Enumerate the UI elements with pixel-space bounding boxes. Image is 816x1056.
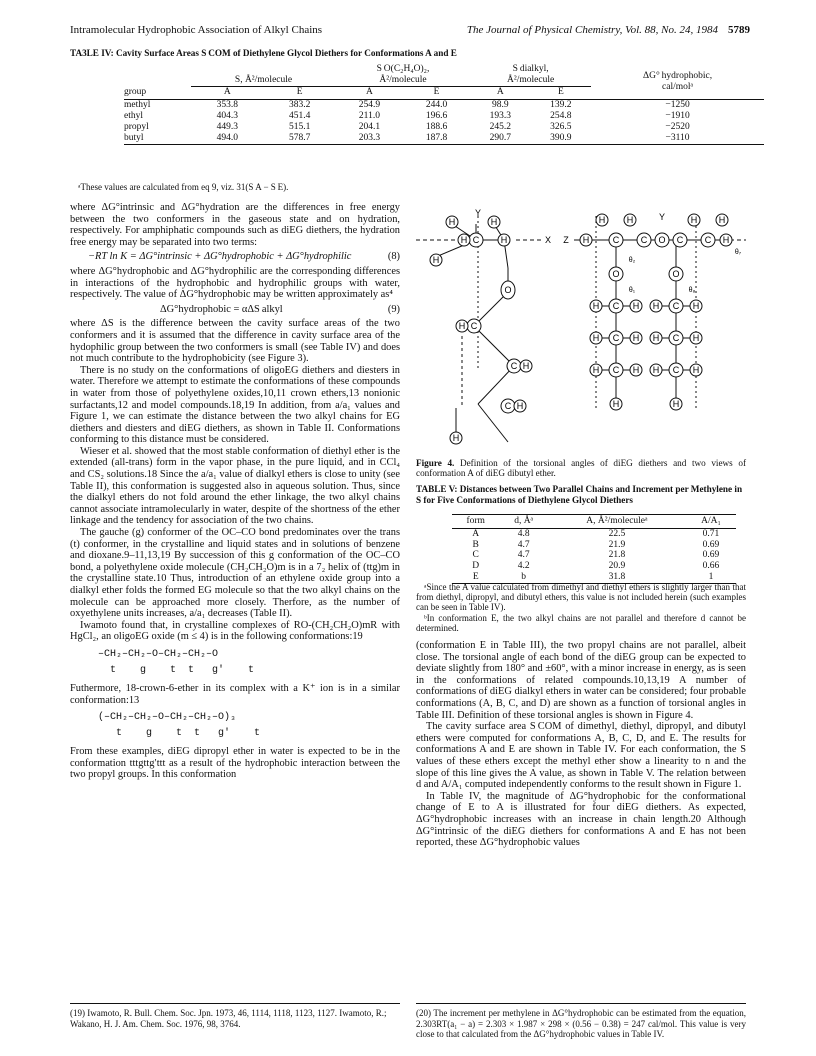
atom-label: H	[652, 301, 660, 311]
atom-label: H	[692, 365, 700, 375]
t4-cell: 254.8	[550, 111, 572, 121]
atom-h	[596, 214, 608, 226]
table4-caption: TA3LE IV: Cavity Surface Areas S COM of Diethylene Glycol Diethers for Conformations A and E	[70, 48, 457, 58]
t5-cell: 20.9	[608, 561, 626, 572]
atom-c	[669, 331, 683, 345]
axis-y-label: Y	[474, 208, 482, 218]
paragraph: (conformation E in Table III), the two propyl chains are not parallel, albeit close. The torsional angle of each bond of the diEG group can be expected to deviate slightly from 180° and ±60°, with a minor increase in energy, as is seen in the conformations of related compounds.10,13,19 A number of conformations of diEG dialkyl ethers in water can be considered; four probable conformations (A, B, C, and D) are shown as a function of torsional angles in Table III. Definition of these torsional angles is shown in Figure 4.	[416, 640, 746, 721]
t4-cell-group: butyl	[124, 133, 191, 145]
t4-sub-a: A	[336, 87, 403, 100]
table-row	[124, 100, 764, 112]
atom-label: H	[516, 401, 524, 411]
t5-cell: E	[452, 572, 499, 583]
figure4-caption-text: Definition of the torsional angles of diEG diethers and two views of conformation A of diEG dibutyl ether.	[416, 458, 746, 479]
atom-h	[688, 214, 700, 226]
paragraph: where ΔS is the difference between the cavity surface areas of the two conformers and it is assumed that the difference in cavity surface area of the hydophilic group between the two conformers is small (see Table IV) and does not much contribute to the hydrophobicity (see Figure 3).	[70, 318, 400, 365]
atom-h	[630, 364, 642, 376]
figure4-caption-label: Figure 4.	[416, 458, 455, 468]
t4-cell: 578.7	[264, 133, 336, 145]
theta1-label: θ₁	[628, 287, 636, 294]
paragraph: Futhermore, 18-crown-6-ether in its complex with a K⁺ ion is in a similar conformation:13	[70, 682, 400, 706]
t4-cell: 245.2	[489, 122, 512, 132]
equation-body: ΔG°hydrophobic = αΔS alkyl	[160, 303, 283, 315]
t5-cell: 4.7	[517, 550, 530, 561]
t4-cell-group: methyl	[124, 100, 151, 110]
atom-o	[669, 267, 683, 281]
t4-cell: 193.3	[489, 111, 512, 121]
atom-label: C	[704, 235, 712, 245]
t4-cell: −2520	[665, 122, 690, 132]
atom-label: H	[652, 365, 660, 375]
equation-8	[70, 251, 400, 263]
paragraph: where ΔG°intrinsic and ΔG°hydration are the differences in free energy between the two conformers in the gaseous state and on hydration, respectively. For amphiphatic compounds such as diEG diethers, the hydration free energy may be separated into two terms:	[70, 202, 400, 248]
paragraph: There is no study on the conformations of oligoEG diethers and diesters in water. Therefore we attempt to estimate the conformations of these compounds in water from those of polyethylene oxides,10,11 crown ethers,13 nonionic surfactants,12 and model compounds.18,19 In addition, from a/a₁ values and Figure 1, we can estimate the distance between the two alkyl chains for EG diethers and diesters and diEG diethers, as shown in Table II. Conformations conforming to this distance must be considered.	[70, 364, 400, 446]
atom-c	[501, 399, 515, 413]
conformation-1	[98, 647, 400, 679]
t4-s-header: S, Å²/molecule	[191, 64, 336, 87]
atom-label: H	[432, 255, 440, 265]
theta8-label: θ₈	[688, 287, 696, 294]
table-row	[452, 528, 736, 539]
t4-cell: 494.0	[191, 133, 263, 145]
table4-footnote: ᵃThese values are calculated from eq 9, viz. 31(S A − S E).	[78, 182, 289, 192]
t4-sub-e: E	[531, 87, 592, 100]
atom-label: H	[718, 215, 726, 225]
t5-cell: 21.9	[608, 539, 626, 550]
t5-header: A, Å²/moleculeᵃ	[548, 515, 686, 529]
t4-cell: 139.2	[550, 100, 572, 110]
atom-label: O	[504, 285, 512, 295]
atom-label: H	[632, 333, 640, 343]
conformation-formula: –CH₂–CH₂–O–CH₂–CH₂–O	[98, 648, 219, 660]
atom-label: H	[592, 333, 600, 343]
t4-cell: 211.0	[358, 111, 380, 121]
t4-sub-e: E	[264, 87, 336, 100]
atom-h	[590, 364, 602, 376]
t5-cell: 21.8	[608, 550, 626, 561]
atom-label: H	[460, 235, 468, 245]
t4-dg-unit: cal/molᵃ	[662, 81, 694, 92]
atom-h	[650, 364, 662, 376]
atom-h	[624, 214, 636, 226]
t4-so-unit: Å²/molecule	[379, 75, 427, 85]
atom-o	[655, 233, 669, 247]
t5-cell: C	[472, 550, 479, 561]
atom-label: O	[612, 269, 620, 279]
t5-cell: B	[472, 539, 479, 550]
atom-label: H	[452, 433, 460, 443]
atom-h	[690, 332, 702, 344]
t5-header: A/A₁	[686, 515, 736, 529]
running-header	[70, 24, 750, 40]
t5-cell: 0.69	[702, 539, 720, 550]
atom-label: H	[500, 235, 508, 245]
atom-label: H	[448, 217, 456, 227]
t4-cell: 353.8	[216, 100, 238, 110]
t4-cell: 290.7	[470, 133, 530, 145]
atom-label: C	[672, 365, 680, 375]
journal-citation: The Journal of Physical Chemistry, Vol. 88, No. 24, 1984	[466, 24, 718, 36]
atom-label: C	[612, 333, 620, 343]
equation-9	[70, 304, 400, 316]
t4-cell: −3110	[591, 133, 764, 145]
atom-h	[456, 320, 468, 332]
t4-cell: 204.1	[358, 122, 381, 132]
table5	[452, 514, 736, 584]
t4-cell: 515.1	[289, 122, 311, 132]
table5-note-a: ᵃSince the A value calculated from dimethyl and diethyl ethers is slightly larger than that from diethyl, dipropyl, and dibutyl ethers, this value is not included herein (such examples can be seen in Table IV).	[416, 582, 746, 613]
atom-c	[609, 331, 623, 345]
left-column	[70, 202, 400, 781]
equation-body: −RT ln K = ΔG°intrinsic + ΔG°hydrophobic + ΔG°hydrophilic	[88, 251, 352, 263]
t4-cell: 188.6	[425, 122, 448, 132]
atom-c	[467, 319, 481, 333]
atom-h	[610, 398, 622, 410]
t5-cell: 0.66	[702, 561, 720, 572]
atom-label: C	[640, 235, 648, 245]
theta2-label: θ₂	[628, 257, 636, 264]
t4-sub-a: A	[191, 87, 263, 100]
atom-h	[690, 300, 702, 312]
equation-number: (9)	[387, 303, 400, 315]
table-row	[452, 540, 736, 551]
atom-h	[716, 214, 728, 226]
atom-c	[669, 363, 683, 377]
atom-label: H	[722, 235, 730, 245]
t4-cell: 244.0	[425, 100, 448, 110]
atom-label: H	[672, 399, 680, 409]
atom-h	[650, 332, 662, 344]
t4-cell: 390.9	[531, 133, 592, 145]
table4	[124, 64, 764, 145]
atom-label: H	[692, 301, 700, 311]
atom-h	[520, 360, 532, 372]
t4-sd-title: S dialkyl,	[512, 64, 549, 74]
paragraph: where ΔG°hydrophobic and ΔG°hydrophilic are the corresponding differences in interactions of the hydrophobic and hydrophilic groups with water, respectively. The value of ΔG°hydrophobic may be written approximately as⁴	[70, 265, 400, 301]
table5-notes	[416, 582, 746, 633]
t4-group-header: group	[124, 87, 191, 100]
atom-label: C	[672, 301, 680, 311]
atom-label: H	[592, 365, 600, 375]
atom-label: H	[592, 301, 600, 311]
t5-header: form	[452, 515, 499, 529]
atom-h	[450, 432, 462, 444]
atom-label: C	[672, 333, 680, 343]
t4-cell: 98.9	[492, 100, 509, 110]
atom-label: C	[612, 301, 620, 311]
atom-h	[580, 234, 592, 246]
figure4-diagram	[416, 208, 746, 454]
t4-cell: −1250	[665, 100, 690, 110]
paragraph: Iwamoto found that, in crystalline complexes of RO-(CH₂CH₂O)mR with HgCl₂, an oligoEG oxide (m ≤ 4) is in the following conformations:19	[70, 619, 400, 643]
equation-number: (8)	[387, 251, 400, 263]
t5-cell: b	[499, 572, 547, 583]
paragraph: From these examples, diEG dipropyl ether in water is expected to be in the conformation tttgttg′ttt as a result of the hydrophobic interaction between the two propyl groups. In this conformation	[70, 746, 400, 781]
axis-z-label: Z	[563, 235, 569, 245]
t5-cell: 4.7	[517, 539, 530, 550]
atom-label: H	[490, 217, 498, 227]
conformation-2	[98, 710, 400, 742]
atom-c	[701, 233, 715, 247]
table5-note-b: ᵇIn conformation E, the two alkyl chains are not parallel and therefore d cannot be determined.	[416, 612, 746, 633]
t4-cell: 203.3	[336, 133, 403, 145]
t5-header: d, Åᵃ	[499, 515, 547, 529]
atom-h	[630, 300, 642, 312]
t4-cell: 404.3	[216, 111, 238, 121]
table-row	[452, 550, 736, 561]
page-number: 5789	[728, 24, 750, 36]
t5-cell: 4.8	[517, 528, 530, 539]
atom-c	[609, 233, 623, 247]
t4-so-header	[336, 64, 470, 87]
atom-label: C	[612, 235, 620, 245]
atom-label: O	[672, 269, 680, 279]
atom-h	[690, 364, 702, 376]
header-left: Intramolecular Hydrophobic Association of Alkyl Chains	[70, 24, 323, 36]
atom-h	[670, 398, 682, 410]
atom-h	[630, 332, 642, 344]
atom-label: H	[632, 365, 640, 375]
atom-c	[673, 233, 687, 247]
t4-cell: 383.2	[289, 100, 311, 110]
footnote-20: (20) The increment per methylene in ΔG°hydrophobic can be estimated from the equation, 2.303RT(a₁ − a) = 2.303 × 1.987 × 298 × (0.56 − 0.38) = 247 cal/mol. This value is very close to that calculated from the ΔG°hydrophobic values in Table IV.	[416, 1003, 746, 1040]
t4-cell-group: ethyl	[124, 111, 143, 121]
atom-label: H	[690, 215, 698, 225]
table-row	[452, 561, 736, 572]
t4-sd-header	[470, 64, 591, 87]
footnote-19: (19) Iwamoto, R. Bull. Chem. Soc. Jpn. 1973, 46, 1114, 1118, 1123, 1127. Iwamoto, R.; Wakano, H. J. Am. Chem. Soc. 1976, 98, 3764.	[70, 1003, 400, 1029]
atom-h	[590, 332, 602, 344]
axis-x-label: X	[544, 235, 552, 245]
table-row	[124, 122, 764, 133]
t5-cell: 22.5	[608, 528, 626, 539]
t4-sub-e: E	[403, 87, 470, 100]
atom-label: C	[504, 401, 512, 411]
t4-sd-unit: Å²/molecule	[507, 75, 555, 85]
theta7-label: θ₇	[734, 249, 742, 256]
atom-label: H	[582, 235, 590, 245]
t4-cell: 254.9	[358, 100, 381, 110]
t4-cell: 187.8	[403, 133, 470, 145]
t4-cell: 449.3	[216, 122, 238, 132]
atom-label: H	[626, 215, 634, 225]
atom-h	[458, 234, 470, 246]
t4-cell: −1910	[665, 111, 690, 121]
atom-label: C	[676, 235, 684, 245]
atom-h	[446, 216, 458, 228]
conformation-angles: t g t t g′ t	[98, 664, 255, 676]
atom-label: H	[522, 361, 530, 371]
atom-c	[669, 299, 683, 313]
t4-cell-group: propyl	[124, 122, 149, 132]
t4-cell: 326.5	[550, 122, 572, 132]
atom-h	[514, 400, 526, 412]
atom-c	[609, 363, 623, 377]
t5-cell: 4.2	[517, 561, 530, 572]
atom-label: H	[652, 333, 660, 343]
atom-o	[501, 281, 515, 299]
figure4-caption	[416, 458, 746, 479]
t4-so-title: S O(C₂H₄O)₂,	[376, 64, 430, 74]
conformation-formula: (–CH₂–CH₂–O–CH₂–CH₂–O)₃	[98, 712, 237, 724]
atom-h	[650, 300, 662, 312]
t4-dg-title: ΔG° hydrophobic,	[643, 70, 713, 81]
t4-sub-a: A	[470, 87, 530, 100]
table-row	[124, 111, 764, 122]
paragraph: The gauche (g) conformer of the OC–CO bond predominates over the trans (t) conformer, in the crystalline and liquid states and in solutions of benzene and dioxane.9–11,13,19 By succession of this g conformation of the OC–CO bond, a polyethylene oxide molecule (CH₂CH₂O)m is in a 7₂ helix of (ttg)m in the crystalline state.10 Thus, introduction of an ethylene oxide group into a dialkyl ether folds the formed EG molecule so that the two alkyl chains on the molecule can be approached more closely. Therfore, as the number of oxyethylene units increases, a/a₁ decreases (Table II).	[70, 527, 400, 620]
header-right	[467, 24, 750, 36]
atom-o	[609, 267, 623, 281]
conformation-angles: t g t t g′ t	[98, 728, 261, 740]
atom-h	[720, 234, 732, 246]
atom-label: H	[692, 333, 700, 343]
t5-cell: 0.71	[702, 528, 720, 539]
atom-h	[590, 300, 602, 312]
atom-label: C	[470, 321, 478, 331]
right-column	[416, 640, 746, 849]
t4-blank	[124, 64, 191, 87]
t5-cell: 0.69	[702, 550, 720, 561]
paragraph: Wieser et al. showed that the most stable conformation of diethyl ether is the extended (all-trans) form in the vapor phase, in the pure liquid, and in CCl₄ and CS₂ solutions.18 Since the a/a₁ value of dialkyl ethers is close to unity (see Table II), this conformation is suggested also in aqueous solution. Thus, since the dialkyl ethers do not fold around the ether linkage, the two alkyl chains cannot associate intramolecularly in water, despite of the shortness of the ether linkage and the tendency for association of the two chains.	[70, 445, 400, 527]
atom-label: H	[598, 215, 606, 225]
atom-c	[469, 233, 483, 247]
t4-cell: 451.4	[289, 111, 311, 121]
t5-cell: 31.8	[548, 572, 686, 583]
atom-label: H	[632, 301, 640, 311]
atom-h	[498, 234, 510, 246]
atom-label: C	[472, 235, 480, 245]
atom-c	[507, 359, 521, 373]
atom-c	[609, 299, 623, 313]
t4-cell: 196.6	[425, 111, 448, 121]
paragraph: The cavity surface area S COM of dimethyl, diethyl, dipropyl, and dibutyl ethers were computed for conformations A, B, C, D, and E. The results for conformations A and E are shown in Table IV. For each conformation, the S values of these ethers except the methyl ether show a linearity to n and the slope of this line gives the A value, as shown in Table V. The relation between d and A/A₁ computed independently conforms to the result shown in Figure 1.	[416, 721, 746, 791]
atom-label: O	[658, 235, 666, 245]
atom-label: C	[510, 361, 518, 371]
t4-dg-header	[591, 64, 764, 100]
atom-label: H	[612, 399, 620, 409]
t5-cell: D	[472, 561, 480, 572]
t5-cell: 1	[686, 572, 736, 583]
atom-h	[430, 254, 442, 266]
atom-label: H	[458, 321, 466, 331]
atom-label: C	[612, 365, 620, 375]
atom-c	[637, 233, 651, 247]
atom-h	[488, 216, 500, 228]
t5-cell: A	[472, 528, 480, 539]
table5-caption: TABLE V: Distances between Two Parallel Chains and Increment per Methylene in S for Five Conformations of Diethylene Glycol Diethers	[416, 484, 743, 505]
table-row	[124, 133, 764, 145]
axis-y-label: Y	[658, 212, 666, 222]
paragraph: In Table IV, the magnitude of ΔG°hydrophobic for the conformational change of E to A is illustrated for four diEG diethers. As expected, ΔG°hydrophobic increases with an increase in chain length.20 Although ΔG°intrinsic of the diEG diethers for conformations A and E has not been reported, these ΔG°hydrophobic values	[416, 790, 746, 849]
